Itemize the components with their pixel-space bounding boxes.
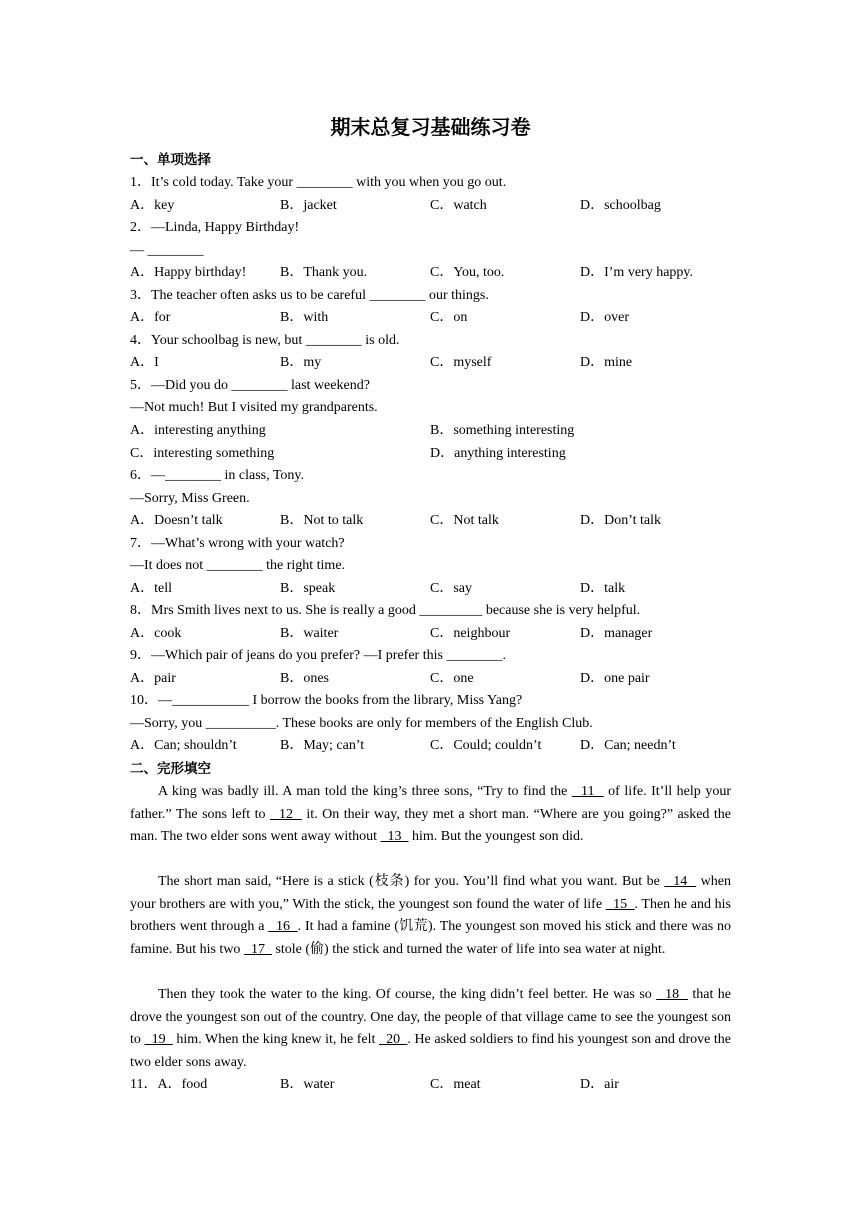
option-b: B．my — [280, 355, 322, 370]
option-a: A．Can; shouldn’t — [130, 738, 237, 753]
option-c: C．one — [430, 671, 474, 686]
option-d: D．over — [580, 310, 629, 325]
option-d: D．Can; needn’t — [580, 738, 676, 753]
option-a: A．for — [130, 310, 171, 325]
text: when your brothers are with you,” With the stick, the youngest son found the water of life — [130, 874, 732, 912]
text: that he drove the youngest son out of the country. One day, the people of that village came to see the youngest son to — [130, 987, 732, 1048]
option-b: B．May; can’t — [280, 738, 365, 753]
question-6-stem: 6．—________ in class, Tony. — [130, 468, 305, 483]
blank-12: 12 — [269, 806, 302, 822]
option-b: B．something interesting — [430, 423, 575, 438]
question-5-options-row2 — [130, 444, 731, 464]
question-1-options — [130, 196, 731, 216]
option-b: B．with — [280, 310, 329, 325]
page-title: 期末总复习基础练习卷 — [330, 115, 531, 139]
question-number: 11． — [130, 1077, 158, 1092]
blank-11: 11 — [571, 784, 604, 799]
cloze-paragraph-1 — [130, 781, 731, 849]
blank-20: 20 — [379, 1032, 408, 1048]
option-c: C．interesting something — [130, 446, 275, 461]
option-a: A．Happy birthday! — [130, 265, 247, 280]
option-a: A．Doesn’t talk — [130, 513, 223, 528]
option-a: 11．A．food — [130, 1077, 208, 1092]
option-a: A．tell — [130, 581, 172, 596]
option-d: D．manager — [580, 626, 653, 641]
question-4-stem: 4．Your schoolbag is new, but ________ is old. — [130, 333, 400, 348]
option-b: B．Not to talk — [280, 513, 364, 528]
question-10-reply: —Sorry, you __________. These books are only for members of the English Club. — [130, 716, 593, 731]
text: A king was badly ill. A man told the king’s three sons, “Try to find the — [158, 784, 572, 799]
option-d: D．Don’t talk — [580, 513, 662, 528]
question-5-reply: —Not much! But I visited my grandparents. — [130, 400, 378, 415]
option-b: B．speak — [280, 581, 336, 596]
question-7-options — [130, 579, 731, 599]
option-c: C．meat — [430, 1077, 481, 1092]
option-a: A．key — [130, 198, 175, 213]
question-5-options-row1 — [130, 421, 731, 441]
option-b: B．ones — [280, 671, 329, 686]
option-a: A．I — [130, 355, 159, 370]
question-4-options — [130, 353, 731, 373]
option-c: C．say — [430, 581, 472, 596]
option-d: D．talk — [580, 581, 626, 596]
option-d: D．air — [580, 1077, 619, 1092]
option-d: D．one pair — [580, 671, 650, 686]
option-b: B．waiter — [280, 626, 339, 641]
text: him. But the youngest son did. — [408, 829, 584, 845]
option-c: C．You, too. — [430, 265, 505, 280]
question-6-reply: —Sorry, Miss Green. — [130, 491, 250, 506]
blank-16: 16 — [268, 919, 298, 935]
blank-18: 18 — [656, 987, 688, 1002]
blank-14: 14 — [664, 874, 697, 889]
question-11-options — [130, 1075, 731, 1095]
option-c: C．neighbour — [430, 626, 511, 641]
question-2-options — [130, 263, 731, 283]
option-d: D．mine — [580, 355, 633, 370]
option-b: B．jacket — [280, 198, 337, 213]
question-3-options — [130, 308, 731, 328]
section-heading-multiple-choice: 一、单项选择 — [130, 152, 211, 168]
text: . He asked soldiers to find his youngest son and drove the two elder sons away. — [130, 1032, 732, 1070]
question-10-stem: 10．—___________ I borrow the books from the library, Miss Yang? — [130, 693, 523, 708]
option-c: C．on — [430, 310, 468, 325]
option-a: A．cook — [130, 626, 182, 641]
cloze-paragraph-3 — [130, 984, 731, 1074]
question-3-stem: 3．The teacher often asks us to be careful ________ our things. — [130, 288, 489, 303]
text: stole (偷) the stick and turned the water of life into sea water at night. — [271, 941, 666, 957]
question-10-options — [130, 736, 731, 756]
option-c: C．myself — [430, 355, 492, 370]
option-a: A．interesting anything — [130, 423, 266, 438]
text: The short man said, “Here is a stick (枝条) for you. You’ll find what you want. But be — [158, 874, 665, 889]
blank-17: 17 — [243, 941, 272, 957]
question-7-stem: 7．—What’s wrong with your watch? — [130, 536, 345, 551]
blank-15: 15 — [605, 896, 635, 912]
option-c: C．watch — [430, 198, 487, 213]
question-5-stem: 5．—Did you do ________ last weekend? — [130, 378, 370, 393]
blank-19: 19 — [144, 1032, 173, 1048]
question-9-stem: 9．—Which pair of jeans do you prefer? —I prefer this ________. — [130, 648, 506, 663]
cloze-paragraph-2 — [130, 871, 731, 961]
question-8-options — [130, 624, 731, 644]
text: it. On their way, they met a short man. “Where are you going?” asked the man. The two elder sons went away without — [130, 806, 731, 845]
question-2-reply: — ________ — [130, 243, 204, 258]
option-d: D．I’m very happy. — [580, 265, 694, 280]
question-8-stem: 8．Mrs Smith lives next to us. She is really a good _________ because she is very helpful. — [130, 603, 641, 618]
option-d: D．schoolbag — [580, 198, 661, 213]
question-7-reply: —It does not ________ the right time. — [130, 558, 346, 573]
text: Then they took the water to the king. Of course, the king didn’t feel better. He was so — [158, 987, 657, 1002]
question-1-stem: 1．It’s cold today. Take your ________ with you when you go out. — [130, 175, 507, 190]
text: . It had a famine (饥荒). The youngest son moved his stick and there was no famine. But his two — [130, 919, 732, 957]
question-6-options — [130, 511, 731, 531]
option-c: C．Could; couldn’t — [430, 738, 542, 753]
text: him. When the king knew it, he felt — [172, 1032, 380, 1048]
option-d: D．anything interesting — [430, 446, 566, 461]
option-b: B．water — [280, 1077, 335, 1092]
option-a: A．pair — [130, 671, 176, 686]
option-c: C．Not talk — [430, 513, 499, 528]
question-9-options — [130, 669, 731, 689]
section-heading-cloze: 二、完形填空 — [130, 761, 211, 777]
option-b: B．Thank you. — [280, 265, 368, 280]
blank-13: 13 — [380, 829, 409, 845]
text: of life. It’ll help your father.” The sons left to — [130, 784, 732, 822]
question-2-stem: 2．—Linda, Happy Birthday! — [130, 220, 300, 235]
text: . Then he and his brothers went through a — [130, 896, 732, 935]
